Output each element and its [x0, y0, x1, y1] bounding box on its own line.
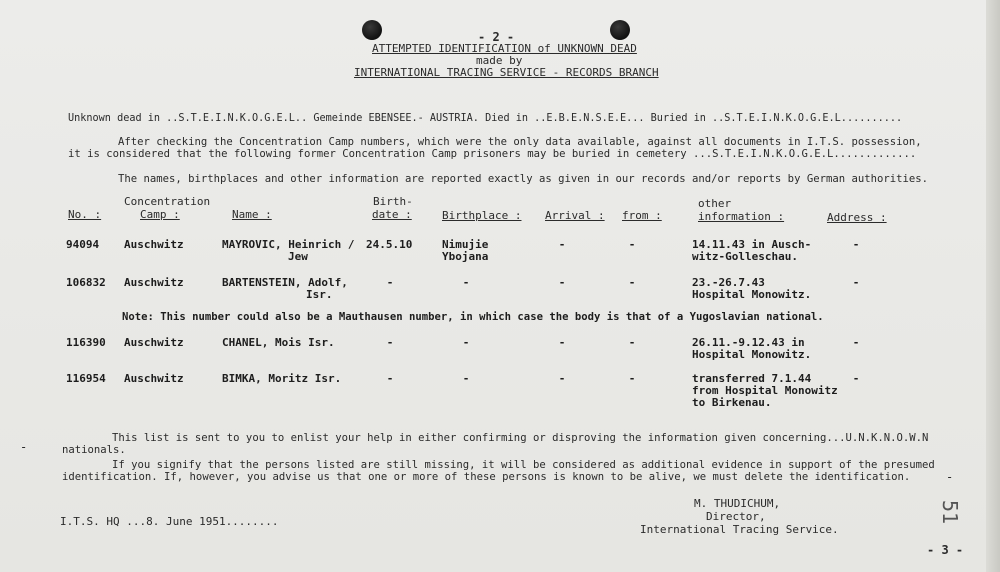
row-no: 116390	[66, 336, 106, 349]
col-address: Address :	[827, 211, 887, 224]
row-address: -	[852, 336, 860, 349]
row-birthdate: -	[386, 276, 394, 289]
row-birthplace-1: -	[462, 276, 470, 289]
signature-org: International Tracing Service.	[640, 523, 839, 536]
punch-hole-right	[610, 20, 630, 40]
title-line-2: made by	[476, 54, 523, 67]
row-camp: Auschwitz	[124, 238, 184, 251]
signature-title: Director,	[706, 510, 766, 523]
row-other-2: from Hospital Monowitz	[692, 384, 838, 397]
row-other-1: transferred 7.1.44	[692, 372, 812, 385]
row-from: -	[628, 276, 636, 289]
row-address: -	[852, 372, 860, 385]
row-birthplace-1: -	[462, 372, 470, 385]
closing-line-2b: identification. If, however, you advise us that one or more of these persons is known to be alive, we must delete the identification.	[62, 471, 911, 483]
row-from: -	[628, 336, 636, 349]
col-other-top: other	[698, 197, 732, 210]
row-other-1: 14.11.43 in Ausch-	[692, 238, 812, 251]
title-line-1: ATTEMPTED IDENTIFICATION of UNKNOWN DEAD	[372, 42, 637, 55]
row-birthdate: -	[386, 336, 394, 349]
row-birthdate: 24.5.10	[366, 238, 413, 251]
col-other-bottom: information :	[698, 210, 785, 223]
row-name-1: MAYROVIC, Heinrich /	[222, 238, 355, 251]
col-camp-top: Concentration	[124, 195, 211, 208]
row-no: 116954	[66, 372, 106, 385]
row-other-2: witz-Golleschau.	[692, 250, 798, 263]
row-arrival: -	[558, 372, 566, 385]
row-from: -	[628, 372, 636, 385]
row-camp: Auschwitz	[124, 336, 184, 349]
col-no: No. :	[68, 208, 102, 221]
margin-mark: -	[20, 440, 28, 454]
closing-line-1b: nationals.	[62, 444, 126, 456]
col-birthplace: Birthplace :	[442, 209, 522, 222]
row-name-2: Jew	[288, 250, 308, 263]
punch-hole-left	[362, 20, 382, 40]
margin-mark: -	[946, 470, 954, 484]
col-camp-bottom: Camp :	[140, 208, 180, 221]
col-arrival: Arrival :	[545, 209, 605, 222]
row-arrival: -	[558, 336, 566, 349]
row-camp: Auschwitz	[124, 372, 184, 385]
row-arrival: -	[558, 238, 566, 251]
signature-name: M. THUDICHUM,	[694, 497, 781, 510]
col-from: from :	[622, 209, 662, 222]
closing-line-2a: If you signify that the persons listed are still missing, it will be considered as additional evidence in support of the presumed	[112, 459, 935, 471]
row-birthdate: -	[386, 372, 394, 385]
place-date: I.T.S. HQ ...8. June 1951........	[60, 515, 279, 528]
col-name: Name :	[232, 208, 272, 221]
row-from: -	[628, 238, 636, 251]
page-number-bottom: - 3 -	[927, 543, 964, 557]
title-line-3: INTERNATIONAL TRACING SERVICE - RECORDS BRANCH	[354, 66, 659, 79]
row-address: -	[852, 276, 860, 289]
row-other-2: Hospital Monowitz.	[692, 288, 812, 301]
row-name-2: Isr.	[306, 288, 333, 301]
row-camp: Auschwitz	[124, 276, 184, 289]
intro-line-1: After checking the Concentration Camp numbers, which were the only data available, against all documents in I.T.S. possession,	[118, 136, 922, 148]
page-number-top: - 2 -	[478, 30, 515, 44]
col-birthdate-top: Birth-	[373, 195, 413, 208]
row-name-1: CHANEL, Mois Isr.	[222, 336, 335, 349]
note-line: Note: This number could also be a Mauthausen number, in which case the body is that of a Yugoslavian national.	[122, 311, 824, 323]
row-no: 94094	[66, 238, 100, 251]
page-edge	[986, 0, 1000, 572]
row-address: -	[852, 238, 860, 251]
row-no: 106832	[66, 276, 106, 289]
closing-line-1a: This list is sent to you to enlist your help in either confirming or disproving the information given concerning...U.N.K.N.O.W.N	[112, 432, 929, 444]
intro-line-3: The names, birthplaces and other information are reported exactly as given in our records and/or reports by German authorities.	[118, 173, 929, 185]
row-birthplace-1: Nimujie	[442, 238, 489, 251]
row-name-1: BIMKA, Moritz Isr.	[222, 372, 342, 385]
col-birthdate-bottom: date :	[372, 208, 412, 221]
row-birthplace-2: Ybojana	[442, 250, 489, 263]
row-birthplace-1: -	[462, 336, 470, 349]
side-page-number: 51	[938, 499, 963, 525]
row-other-1: 26.11.-9.12.43 in	[692, 336, 805, 349]
row-name-1: BARTENSTEIN, Adolf,	[222, 276, 348, 289]
row-other-1: 23.-26.7.43	[692, 276, 765, 289]
intro-line-2: it is considered that the following former Concentration Camp prisoners may be buried in cemetery ...S.T.E.I.N.K.O.G.E.L.............	[68, 148, 917, 160]
row-other-3: to Birkenau.	[692, 396, 772, 409]
unknown-dead-line: Unknown dead in ..S.T.E.I.N.K.O.G.E.L.. Gemeinde EBENSEE.- AUSTRIA. Died in ..E.B.E.N.S.E.E... Buried in ..S.T.E.I.N.K.O.G.E.L..........	[68, 113, 903, 124]
row-arrival: -	[558, 276, 566, 289]
row-other-2: Hospital Monowitz.	[692, 348, 812, 361]
